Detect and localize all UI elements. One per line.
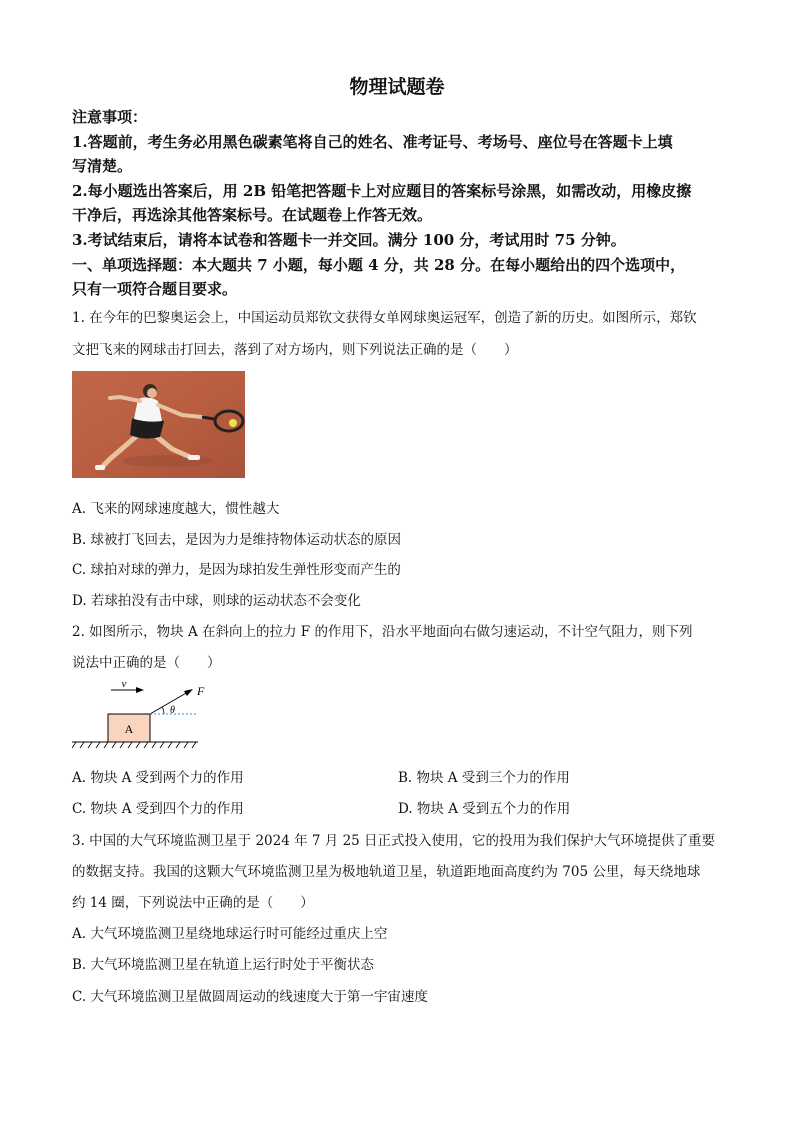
force-label: F (197, 684, 205, 698)
force-arrowhead-icon (184, 689, 193, 696)
velocity-label: v (121, 680, 127, 690)
q2-stem: 2. 如图所示，物块 A 在斜向上的拉力 F 的作用下，沿水平地面向右做匀速运动，不计空气阻力，则下列 (72, 624, 693, 640)
q2-option-a: A. 物块 A 受到两个力的作用 (72, 770, 244, 786)
q2-stem-cont: 说法中正确的是（ ） (72, 655, 221, 671)
q3-stem-cont-1: 的数据支持。我国的这颗大气环境监测卫星为极地轨道卫星，轨道距地面高度约为 705 公里，每天绕地球 (72, 864, 701, 880)
q1-stem-cont: 文把飞来的网球击打回去，落到了对方场内，则下列说法正确的是（ ） (72, 342, 518, 358)
q1-option-d: D. 若球拍没有击中球，则球的运动状态不会变化 (72, 593, 361, 609)
section-heading: 一、单项选择题：本大题共 7 小题，每小题 4 分，共 28 分。在每小题给出的四个选项中， (72, 256, 686, 274)
q1-option-c: C. 球拍对球的弹力，是因为球拍发生弹性形变而产生的 (72, 562, 401, 578)
block-label: A (124, 722, 134, 736)
q3-option-a: A. 大气环境监测卫星绕地球运行时可能经过重庆上空 (72, 926, 388, 942)
notice-item-1-cont: 写清楚。 (72, 157, 133, 175)
velocity-arrowhead-icon (136, 687, 144, 693)
tennis-photo (72, 371, 245, 478)
notice-item-1: 1.答题前，考生务必用黑色碳素笔将自己的姓名、准考证号、考场号、座位号在答题卡上填 (72, 133, 673, 151)
notice-item-2: 2.每小题选出答案后，用 2B 铅笔把答题卡上对应题目的答案标号涂黑，如需改动，用橡皮擦 (72, 182, 692, 200)
q1-stem: 1. 在今年的巴黎奥运会上，中国运动员郑钦文获得女单网球奥运冠军，创造了新的历史。如图所示，郑钦 (72, 310, 697, 326)
q2-option-d: D. 物块 A 受到五个力的作用 (398, 801, 571, 817)
q3-stem-cont-2: 约 14 圈，下列说法中正确的是（ ） (72, 895, 314, 911)
notice-item-3: 3.考试结束后，请将本试卷和答题卡一并交回。满分 100 分，考试用时 75 分钟。 (72, 231, 626, 249)
q1-option-b: B. 球被打飞回去，是因为力是维持物体运动状态的原因 (72, 532, 402, 548)
force-diagram (72, 680, 212, 752)
notice-heading: 注意事项： (72, 108, 148, 126)
notice-item-2-cont: 干净后，再选涂其他答案标号。在试题卷上作答无效。 (72, 206, 433, 224)
section-heading-cont: 只有一项符合题目要求。 (72, 280, 238, 298)
angle-label: θ (170, 705, 175, 716)
q2-option-b: B. 物块 A 受到三个力的作用 (398, 770, 570, 786)
q3-option-b: B. 大气环境监测卫星在轨道上运行时处于平衡状态 (72, 957, 375, 973)
q2-option-c: C. 物块 A 受到四个力的作用 (72, 801, 244, 817)
q3-stem: 3. 中国的大气环境监测卫星于 2024 年 7 月 25 日正式投入使用，它的投用为我们保护大气环境提供了重要 (72, 833, 716, 849)
q3-option-c: C. 大气环境监测卫星做圆周运动的线速度大于第一宇宙速度 (72, 989, 428, 1005)
q1-option-a: A. 飞来的网球速度越大，惯性越大 (72, 501, 280, 517)
page-title: 物理试题卷 (349, 76, 445, 98)
